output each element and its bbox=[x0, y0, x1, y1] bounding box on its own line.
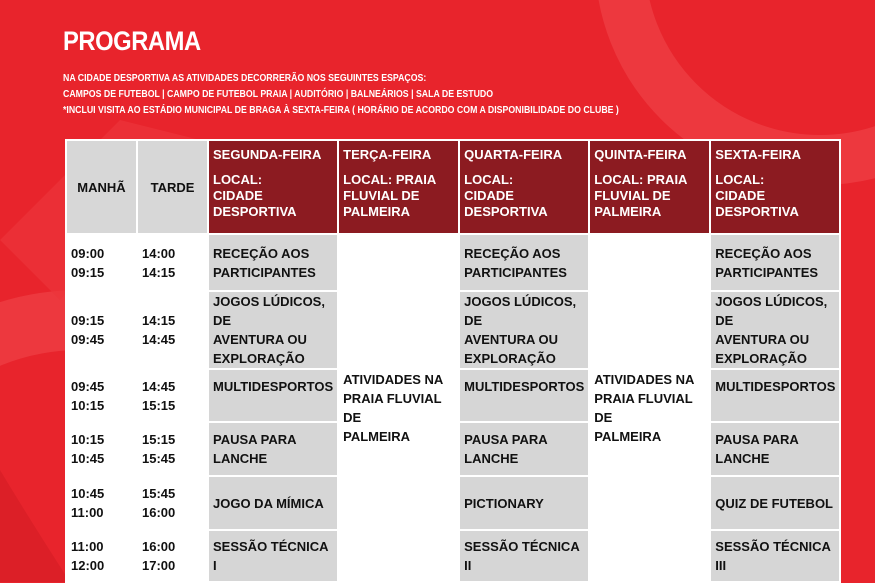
time-start: 14:15 bbox=[142, 313, 176, 328]
day-name: QUINTA-FEIRA bbox=[594, 147, 687, 162]
activity-wednesday: JOGOS LÚDICOS, DE AVENTURA OU EXPLORAÇÃO bbox=[459, 291, 589, 369]
activity-tuesday-beach: ATIVIDADES NA PRAIA FLUVIAL DE PALMEIRA bbox=[338, 234, 459, 582]
time-end: 09:15 bbox=[71, 264, 105, 280]
time-start: 15:15 bbox=[142, 432, 176, 447]
afternoon-time bbox=[137, 530, 208, 582]
day-name: SEXTA-FEIRA bbox=[715, 147, 801, 162]
afternoon-time bbox=[137, 291, 208, 369]
afternoon-time bbox=[137, 476, 208, 530]
time-end: 14:45 bbox=[142, 332, 176, 347]
day-location: LOCAL: PRAIA FLUVIAL DE PALMEIRA bbox=[594, 172, 688, 219]
activity-wednesday: PAUSA PARA LANCHE bbox=[459, 422, 589, 476]
activity-friday: MULTIDESPORTOS bbox=[710, 369, 840, 422]
activity-friday: SESSÃO TÉCNICA III bbox=[710, 530, 840, 582]
afternoon-time bbox=[137, 422, 208, 476]
header-wednesday bbox=[459, 140, 589, 234]
day-location: LOCAL: CIDADE DESPORTIVA bbox=[464, 172, 548, 219]
intro-line-stadium-note: *INCLUI VISITA AO ESTÁDIO MUNICIPAL DE BRAGA À SEXTA-FEIRA ( HORÁRIO DE ACORDO COM A DISPONIBILIDADE DO CLUBE ) bbox=[63, 105, 619, 116]
header-thursday bbox=[589, 140, 710, 234]
morning-time bbox=[66, 530, 137, 582]
morning-time bbox=[66, 369, 137, 422]
time-start: 16:00 bbox=[142, 539, 176, 554]
time-end: 10:15 bbox=[71, 397, 105, 413]
header-afternoon: TARDE bbox=[137, 140, 208, 234]
day-location: LOCAL: CIDADE DESPORTIVA bbox=[715, 172, 799, 219]
activity-friday: JOGOS LÚDICOS, DE AVENTURA OU EXPLORAÇÃO bbox=[710, 291, 840, 369]
activity-monday: MULTIDESPORTOS bbox=[208, 369, 338, 422]
morning-time bbox=[66, 234, 137, 291]
activity-thursday-beach: ATIVIDADES NA PRAIA FLUVIAL DE PALMEIRA bbox=[589, 234, 710, 582]
time-start: 11:00 bbox=[71, 539, 104, 554]
time-start: 09:15 bbox=[71, 313, 105, 328]
time-start: 14:45 bbox=[142, 378, 176, 394]
activity-monday: RECEÇÃO AOS PARTICIPANTES bbox=[208, 234, 338, 291]
day-location: LOCAL: PRAIA FLUVIAL DE PALMEIRA bbox=[343, 172, 437, 219]
activity-wednesday: MULTIDESPORTOS bbox=[459, 369, 589, 422]
activity-monday: JOGO DA MÍMICA bbox=[208, 476, 338, 530]
header-friday bbox=[710, 140, 840, 234]
header-tuesday bbox=[338, 140, 459, 234]
time-end: 10:45 bbox=[71, 451, 105, 466]
activity-wednesday: PICTIONARY bbox=[459, 476, 589, 530]
page-title: PROGRAMA bbox=[63, 26, 201, 56]
time-start: 14:00 bbox=[142, 245, 176, 261]
day-name: QUARTA-FEIRA bbox=[464, 147, 563, 162]
time-end: 11:00 bbox=[71, 505, 104, 520]
time-end: 12:00 bbox=[71, 558, 105, 573]
afternoon-time bbox=[137, 234, 208, 291]
intro-text bbox=[63, 71, 717, 119]
activity-friday: RECEÇÃO AOS PARTICIPANTES bbox=[710, 234, 840, 291]
time-end: 15:15 bbox=[142, 397, 176, 413]
afternoon-time bbox=[137, 369, 208, 422]
schedule-table bbox=[65, 139, 841, 583]
time-end: 16:00 bbox=[142, 505, 176, 520]
activity-wednesday: RECEÇÃO AOS PARTICIPANTES bbox=[459, 234, 589, 291]
day-name: SEGUNDA-FEIRA bbox=[213, 147, 322, 162]
time-start: 10:45 bbox=[71, 486, 105, 501]
activity-friday: PAUSA PARA LANCHE bbox=[710, 422, 840, 476]
morning-time bbox=[66, 291, 137, 369]
time-start: 10:15 bbox=[71, 432, 105, 447]
time-end: 09:45 bbox=[71, 332, 105, 347]
activity-friday: QUIZ DE FUTEBOL bbox=[710, 476, 840, 530]
header-row bbox=[66, 140, 840, 234]
header-morning: MANHÃ bbox=[66, 140, 137, 234]
table-row bbox=[66, 234, 840, 291]
time-start: 15:45 bbox=[142, 486, 176, 501]
activity-monday: SESSÃO TÉCNICA I bbox=[208, 530, 338, 582]
morning-time bbox=[66, 422, 137, 476]
time-end: 14:15 bbox=[142, 264, 176, 280]
day-name: TERÇA-FEIRA bbox=[343, 147, 432, 162]
day-location: LOCAL: CIDADE DESPORTIVA bbox=[213, 172, 297, 219]
activity-monday: JOGOS LÚDICOS, DE AVENTURA OU EXPLORAÇÃO bbox=[208, 291, 338, 369]
intro-line-venues-list: CAMPOS DE FUTEBOL | CAMPO DE FUTEBOL PRAIA | AUDITÓRIO | BALNEÁRIOS | SALA DE ESTUDO bbox=[63, 89, 494, 100]
time-start: 09:45 bbox=[71, 378, 105, 394]
activity-wednesday: SESSÃO TÉCNICA II bbox=[459, 530, 589, 582]
morning-time bbox=[66, 476, 137, 530]
header-monday bbox=[208, 140, 338, 234]
intro-line-venues-heading: NA CIDADE DESPORTIVA AS ATIVIDADES DECORRERÃO NOS SEGUINTES ESPAÇOS: bbox=[63, 73, 427, 84]
time-start: 09:00 bbox=[71, 245, 105, 261]
time-end: 17:00 bbox=[142, 558, 176, 573]
activity-monday: PAUSA PARA LANCHE bbox=[208, 422, 338, 476]
time-end: 15:45 bbox=[142, 451, 176, 466]
